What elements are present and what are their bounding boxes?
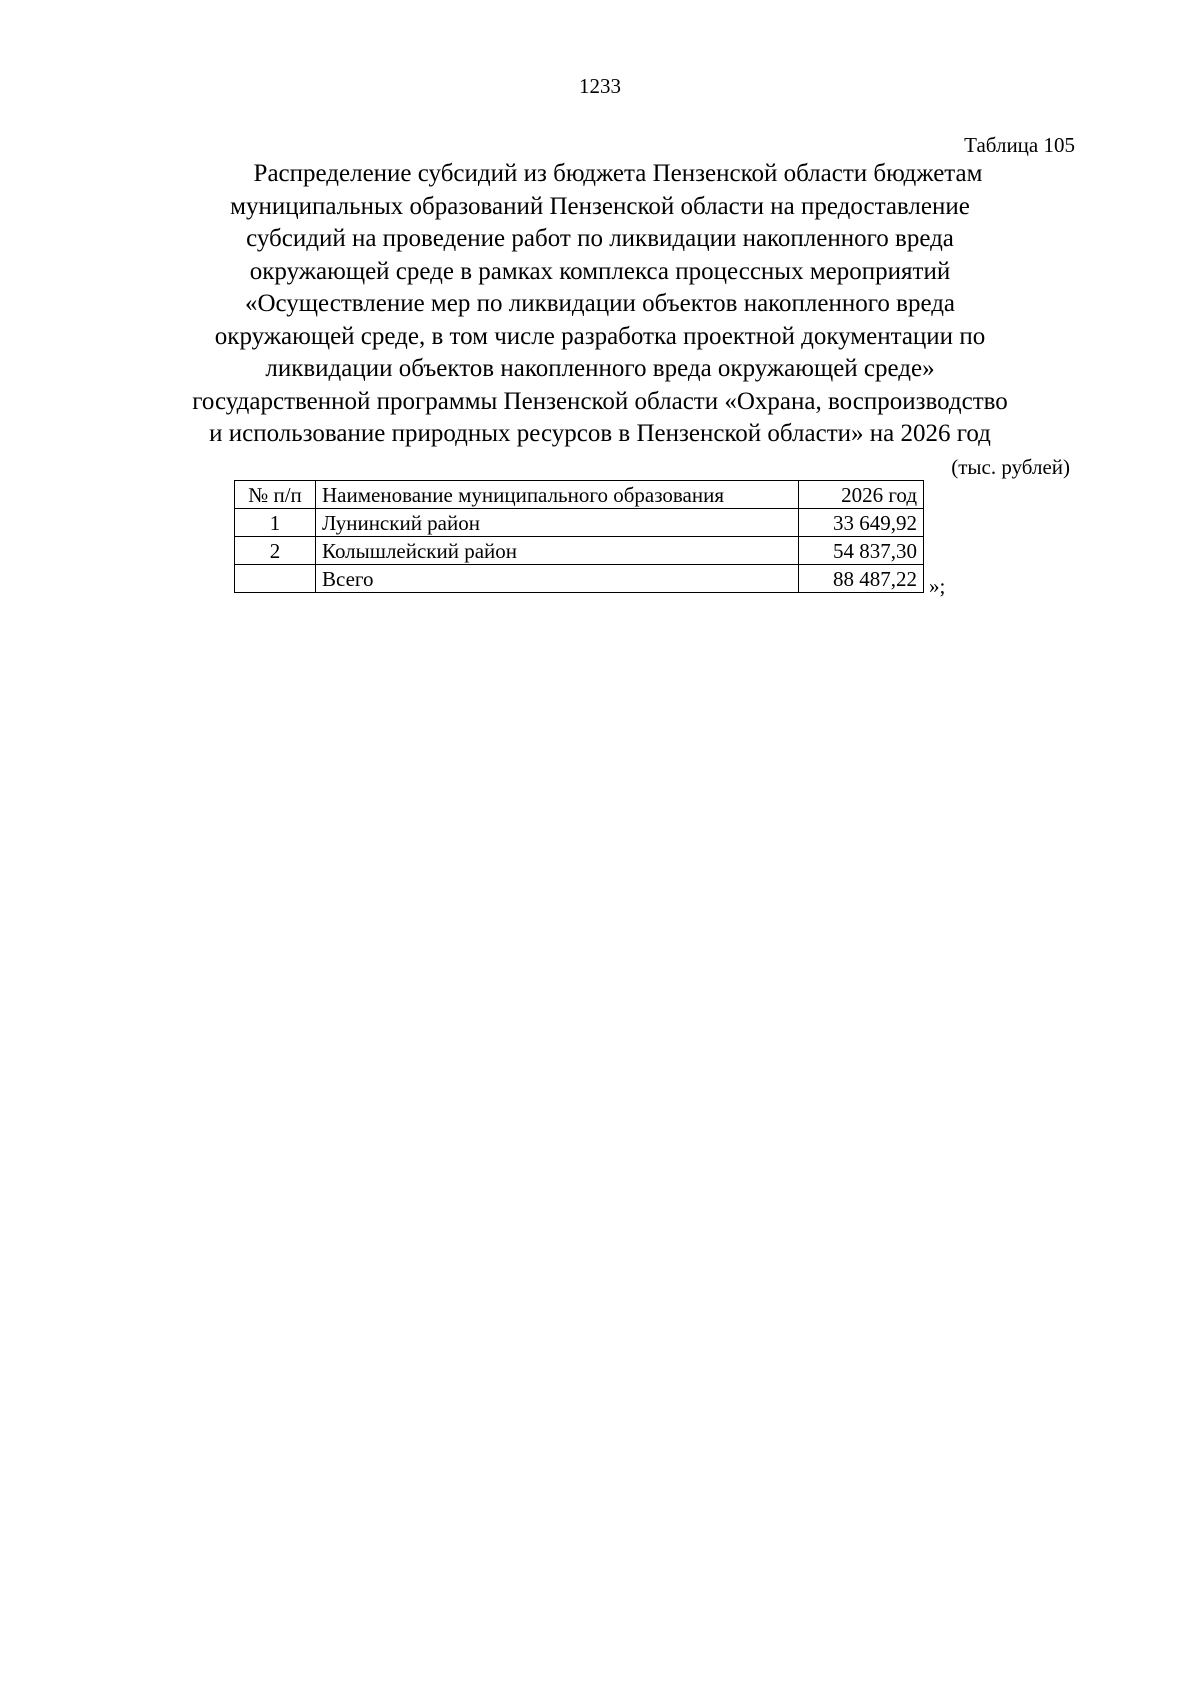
page-number: 1233: [579, 74, 621, 98]
title-line: окружающей среде, в том числе разработка проектной документации по: [214, 322, 986, 350]
table-label: Таблица 105: [964, 133, 1075, 157]
document-title: [120, 158, 1080, 451]
header-year: 2026 год: [799, 481, 924, 509]
subsidy-table: [234, 480, 924, 593]
table-row: [235, 537, 924, 565]
table-header-row: [235, 481, 924, 509]
title-line: ликвидации объектов накопленного вреда окружающей среде»: [265, 355, 935, 382]
title-line: окружающей среде в рамках комплекса процессных мероприятий: [249, 257, 951, 285]
closing-quote-mark: »;: [929, 574, 946, 598]
row-number: 1: [235, 509, 316, 537]
table-total-row: [235, 565, 924, 593]
row-value: 33 649,92: [799, 509, 924, 537]
total-label: Всего: [316, 565, 799, 593]
total-value: 88 487,22: [799, 565, 924, 593]
title-line: «Осуществление мер по ликвидации объектов накопленного вреда: [244, 290, 956, 317]
table-row: [235, 509, 924, 537]
total-number: [235, 565, 316, 593]
row-value: 54 837,30: [799, 537, 924, 565]
title-line: субсидий на проведение работ по ликвидации накопленного вреда: [246, 225, 954, 252]
title-line: государственной программы Пензенской области «Охрана, воспроизводство: [192, 387, 1008, 415]
row-municipality: Колышлейский район: [316, 537, 799, 565]
row-municipality: Лунинский район: [316, 509, 799, 537]
row-number: 2: [235, 537, 316, 565]
units-label: (тыс. рублей): [951, 455, 1070, 479]
title-line: Распределение субсидий из бюджета Пензенской области бюджетам: [253, 160, 983, 187]
header-municipality: Наименование муниципального образования: [316, 481, 799, 509]
header-number: № п/п: [235, 481, 316, 509]
title-line: муниципальных образований Пензенской области на предоставление: [230, 192, 970, 220]
title-line: и использование природных ресурсов в Пензенской области» на 2026 год: [209, 420, 991, 447]
